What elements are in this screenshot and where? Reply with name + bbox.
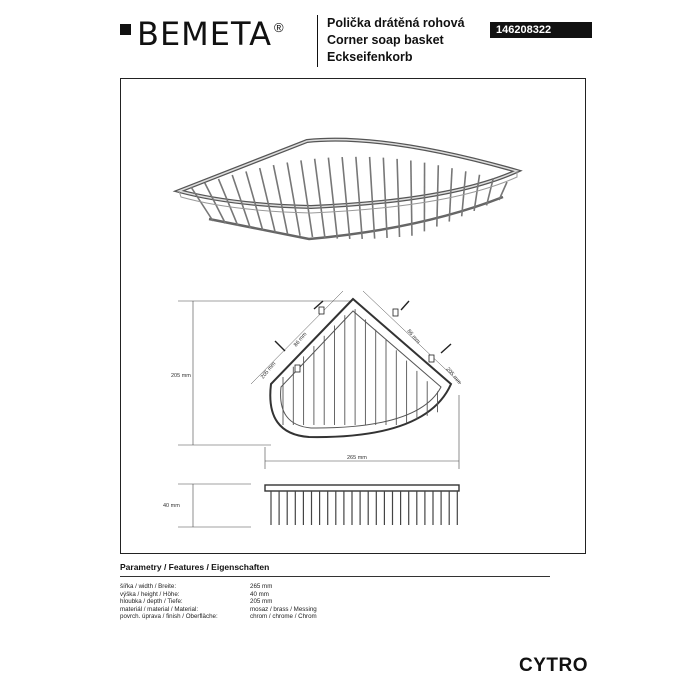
side-left-dim-label: 205 mm xyxy=(259,361,278,381)
brand-logo xyxy=(120,14,284,54)
hole-left-dim-label: 86 mm xyxy=(292,331,309,349)
parameters-section xyxy=(120,562,550,621)
product-titles xyxy=(327,15,465,66)
parameter-row xyxy=(120,598,550,606)
parameter-value: chrom / chrome / Chrom xyxy=(250,613,317,621)
screw-icon-2 xyxy=(393,301,409,316)
screw-icon-1 xyxy=(314,301,324,314)
parameter-label: hloubka / depth / Tiefe: xyxy=(120,598,183,606)
parameter-label: výška / height / Höhe: xyxy=(120,590,180,598)
parameter-row xyxy=(120,583,550,591)
parameter-value: mosaz / brass / Messing xyxy=(250,605,317,613)
title-cz: Polička drátěná rohová xyxy=(327,16,465,30)
brand-name: BEMETA xyxy=(137,15,272,53)
screw-icon-4 xyxy=(429,344,451,362)
parameter-row xyxy=(120,591,550,599)
product-code-badge: 146208322 xyxy=(490,22,592,38)
parameters-list xyxy=(120,583,550,621)
registered-mark: ® xyxy=(273,19,284,35)
parameter-value: 205 mm xyxy=(250,598,273,606)
parameter-row xyxy=(120,606,550,614)
basket-render xyxy=(179,140,517,239)
parameter-row xyxy=(120,613,550,621)
parameter-label: povrch. úprava / finish / Oberfläche: xyxy=(120,613,218,621)
side-view xyxy=(163,484,459,527)
drawing-frame xyxy=(120,78,586,554)
technical-drawing xyxy=(121,79,587,555)
side-right-dim-label: 205 mm xyxy=(444,366,462,386)
parameter-value: 265 mm xyxy=(250,583,273,590)
hole-right-dim-label: 86 mm xyxy=(405,328,421,346)
parameters-title: Parametry / Features / Eigenschaften xyxy=(120,562,550,577)
model-name: CYTRO xyxy=(519,655,588,676)
header-divider xyxy=(317,15,318,67)
title-de: Eckseifenkorb xyxy=(327,50,413,64)
title-en: Corner soap basket xyxy=(327,33,444,47)
height-dim-label: 205 mm xyxy=(171,373,191,379)
parameter-label: šířka / width / Breite: xyxy=(120,583,177,590)
parameter-value: 40 mm xyxy=(250,590,269,598)
top-view xyxy=(171,291,462,469)
logo-square-mark xyxy=(120,24,131,35)
depth-dim-label: 40 mm xyxy=(163,503,180,509)
width-dim-label: 265 mm xyxy=(347,455,367,461)
parameter-label: materiál / material / Material: xyxy=(120,605,199,613)
